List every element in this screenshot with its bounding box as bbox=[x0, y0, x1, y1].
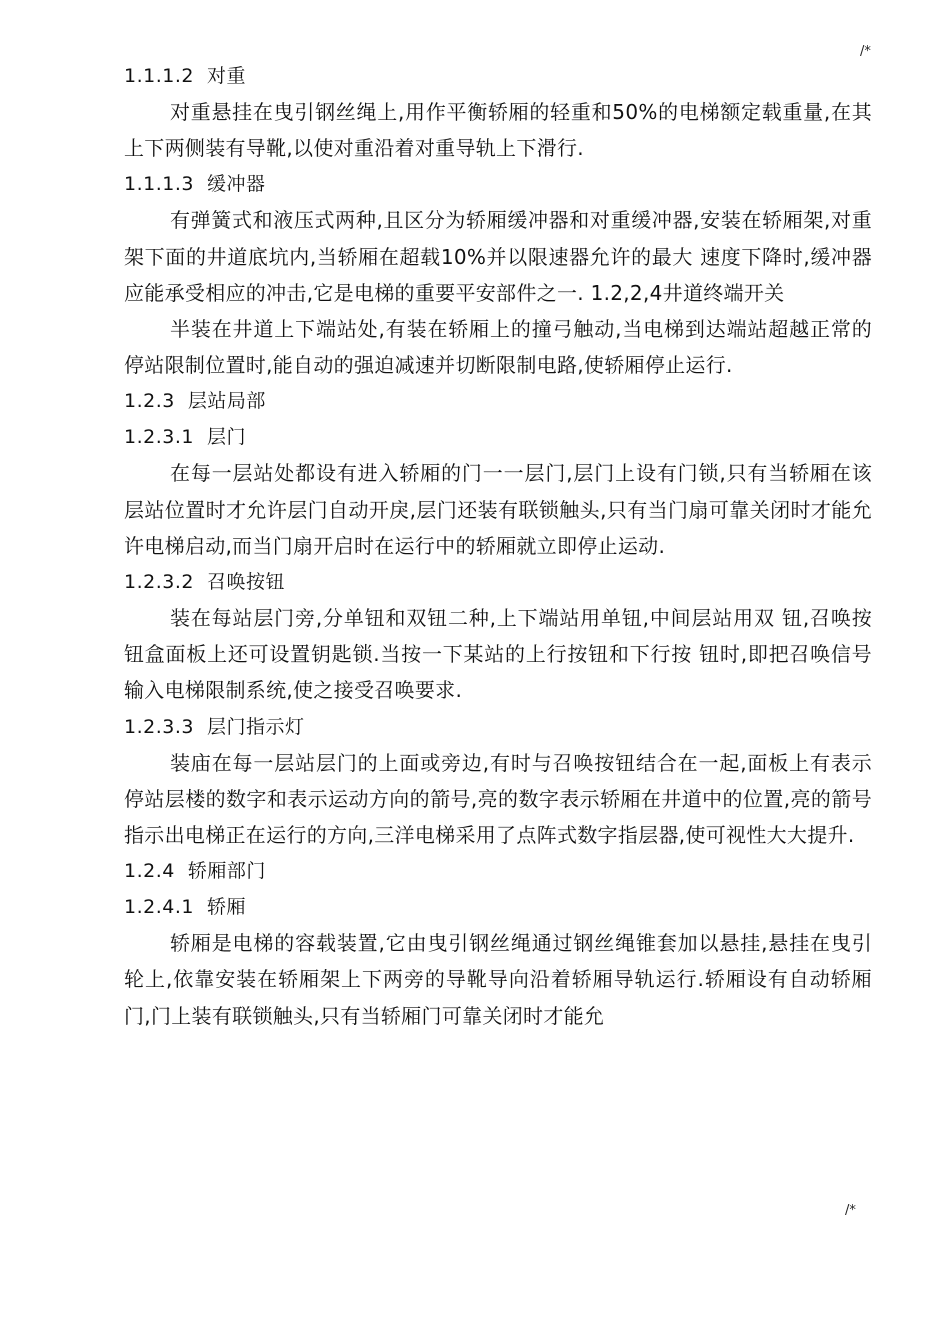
section-heading: 1.2.3 层站局部 bbox=[124, 390, 266, 413]
document-body bbox=[124, 58, 872, 1034]
section-heading: 1.2.4.1 轿厢 bbox=[124, 896, 247, 919]
section-heading: 1.2.4 轿厢部门 bbox=[124, 860, 266, 883]
paragraph: 轿厢是电梯的容载装置,它由曳引钢丝绳通过钢丝绳锥套加以悬挂,悬挂在曳引轮上,依靠安装在轿厢架上下两旁的导靴导向沿着轿厢导轨运行.轿厢设有自动轿厢门,门上装有联锁触头,只有当轿厢门可靠关闭时才能允 bbox=[124, 931, 872, 1028]
paragraph: 在每一层站处都设有进入轿厢的门一一层门,层门上设有门锁,只有当轿厢在该层站位置时才允许层门自动开戾,层门还装有联锁触头,只有当门扇可靠关闭时才能允许电梯启动,而当门扇开启时在运行中的轿厢就立即停止运动. bbox=[124, 461, 872, 558]
section-heading: 1.2.3.1 层门 bbox=[124, 426, 247, 449]
section-heading: 1.1.1.3 缓冲器 bbox=[124, 173, 266, 196]
page-marker-bottom: /* bbox=[845, 1203, 856, 1218]
section-heading: 1.2.3.2 召唤按钮 bbox=[124, 571, 286, 594]
section-heading: 1.1.1.2 对重 bbox=[124, 65, 247, 87]
section-heading: 1.2.3.3 层门指示灯 bbox=[124, 715, 305, 738]
paragraph: 有弹簧式和液压式两种,且区分为轿厢缓冲器和对重缓冲器,安装在轿厢架,对重架下面的井道底坑内,当轿厢在超载10%并以限速器允许的最大 速度下降时,缓冲器应能承受相应的冲击,它是电梯的重要平安部件之一. 1.2,2,4井道终端开关 bbox=[124, 208, 872, 305]
page-marker-top: /* bbox=[860, 44, 871, 59]
paragraph: 装在每站层门旁,分单钮和双钮二种,上下端站用单钮,中间层站用双 钮,召唤按钮盒面板上还可设置钥匙锁.当按一下某站的上行按钮和下行按 钮时,即把召唤信号输入电梯限制系统,使之接受召唤要求. bbox=[124, 606, 872, 703]
paragraph: 半装在井道上下端站处,有装在轿厢上的撞弓触动,当电梯到达端站超越正常的停站限制位置时,能自动的强迫减速并切断限制电路,使轿厢停止运行. bbox=[124, 317, 872, 378]
paragraph: 装庙在每一层站层门的上面或旁边,有时与召唤按钮结合在一起,面板上有表示停站层楼的数字和表示运动方向的箭号,亮的数字表示轿厢在井道中的位置,亮的箭号指示出电梯正在运行的方向,三洋电梯采用了点阵式数字指层器,使可视性大大提升. bbox=[124, 750, 872, 848]
paragraph: 对重悬挂在曳引钢丝绳上,用作平衡轿厢的轻重和50%的电梯额定载重量,在其上下两侧装有导靴,以使对重沿着对重导轨上下滑行. bbox=[124, 100, 872, 161]
